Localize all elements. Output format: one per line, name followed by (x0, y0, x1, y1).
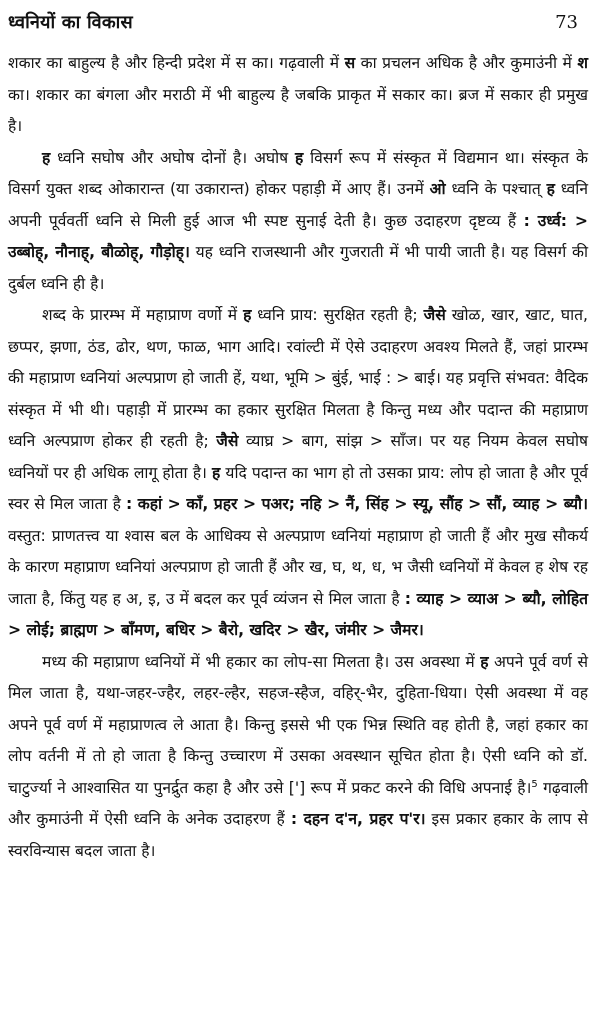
text-run: ध्वनि सघोष और अघोष दोनों है। अघोष (50, 148, 296, 167)
body-text (8, 48, 588, 867)
text-run: ह (546, 180, 555, 198)
text-run: खोळ, खार, खाट, घात, छप्पर, झणा, ठंड, ढोर, थण, फाळ, भाग आदि। रवांल्टी में ऐसे उदाहरण अवश्य मिलते हैं, जहां प्रारम्भ की महाप्राण ध्वनियां अल्पप्राण हो जाती हें, यथा, भूमि > बुंई, भाई : > बाई। यह प्रवृत्ति संभवत: वैदिक संस्कृत में भी थी। पहाड़ी में प्रारम्भ का हकार सुरक्षित मिलता है किन्तु मध्य और पदान्त की महाप्राण ध्वनि अल्पप्राण होकर ही रहती है; (8, 306, 588, 450)
text-run: ध्वनि अपनी पूर्ववर्ती ध्वनि से मिली हुई आज भी स्पष्ट सुनाई देती है। कुछ उदाहरण दृष्टव्य हैं (8, 180, 588, 230)
text-run: ह (243, 306, 252, 324)
paragraph (8, 48, 588, 143)
text-run: : उर्ध्व: > उब्बोह्, नौनाह्, बौळोह्, गौड़ोह्। (8, 211, 588, 261)
text-run: श (577, 54, 588, 72)
text-run: इस प्रकार हकार के लाप से स्वरविन्यास बदल जाता है। (8, 810, 588, 860)
text-run: : व्याह > व्याअ > ब्यौ, लोहित > लोई; ब्राह्मण > बाँमण, बधिर > बैरो, खदिर > खैर, जंमीर > जैमर। (8, 589, 588, 639)
text-run: यदि पदान्त का भाग हो तो उसका प्राय: लोप हो जाता है और पूर्व स्वर से मिल जाता है (8, 463, 588, 513)
text-run: वस्तुत: प्राणतत्त्व या श्वास बल के आधिक्य से अल्पप्राण ध्वनियां महाप्राण हो जाती हैं और मुख सौकर्य के कारण महाप्राण ध्वनियां अल्पप्राण हो जाती हैं और ख, घ, थ, ध, भ जैसी ध्वनियों में केवल ह शेष रह जाता है, किंतु यह ह अ, इ, उ में बदल कर पूर्व व्यंजन से मिल जाता है (8, 526, 588, 608)
text-run: व्याघ्र > बाग, सांझ > साँज। पर यह नियम केवल सघोष ध्वनियों पर ही अधिक लागू होता है। (8, 432, 588, 482)
paragraph (8, 143, 588, 301)
text-run: : दहन द'न, प्रहर प'र। (290, 810, 426, 828)
text-run: शब्द के प्रारम्भ में महाप्राण वर्णो में (42, 306, 244, 324)
text-run: मध्य की महाप्राण ध्वनियों में भी हकार का लोप-सा मिलता है। उस अवस्था में (42, 652, 481, 671)
text-run: का प्रचलन अधिक है और कुमाउंनी में (355, 54, 578, 72)
text-run: यह ध्वनि राजस्थानी और गुजराती में भी पायी जाती है। यह विसर्ग की दुर्बल ध्वनि ही है। (8, 243, 588, 293)
text-run: ह (480, 652, 489, 671)
text-run: ह (295, 148, 304, 167)
text-run: ध्वनि के पश्चात् (445, 180, 547, 198)
text-run: ओ (429, 180, 446, 198)
text-run: विसर्ग रूप में संस्कृत में विद्यमान था। संस्कृत के विसर्ग युक्त शब्द ओकारान्त (या उकारान्त) होकर पहाड़ी में आए हैं। उनमें (8, 148, 588, 198)
text-run: शकार का बाहुल्य है और हिन्दी प्रदेश में स का। गढ़वाली में (8, 54, 345, 72)
paragraph (8, 300, 588, 647)
text-run: ह (212, 463, 221, 482)
text-run: : कहां > काँ, प्रहर > पअर; नहि > नैं, सिंह > स्यू, सौंह > सौं, व्याह > ब्यौ। (125, 495, 588, 513)
text-run: ह (42, 148, 51, 167)
chapter-title: ध्वनियों का विकास (8, 12, 133, 33)
text-run: का। शकार का बंगला और मराठी में भी बाहुल्य है जबकि प्राकृत में सकार का। ब्रज में सकार ही प्रमुख है। (8, 85, 588, 135)
text-run: ध्वनि प्राय: सुरक्षित रहती है; (251, 306, 424, 324)
footnote-marker: 5 (531, 778, 538, 790)
text-run: अपने पूर्व वर्ण से मिल जाता है, यथा-जहर-ज्हैर, लहर-ल्हैर, सहज-स्हैज, वहिर्-भैर, दुहिता-धिया। ऐसी अवस्था में वह अपने पूर्व वर्ण में महाप्राणत्व ले आता है। किन्तु इससे भी एक भिन्न स्थिति वह होती है, जहां हकार का लोप वर्तनी में तो हो जाता है किन्तु उच्चारण में उसका अवस्थान सूचित होता है। ऐसी ध्वनि को डॉ. चाटुर्ज्या ने आश्वासित या पुनर्द्रुत कहा है और उसे ['] रूप में प्रकट करने की विधि अपनाई है। (8, 652, 588, 797)
text-run: गढ़वाली और कुमाउंनी में ऐसी ध्वनि के अनेक उदाहरण हैं (8, 778, 588, 828)
running-header (8, 10, 588, 42)
text-run: स (344, 54, 356, 72)
text-run: जैसे (216, 432, 239, 450)
paragraph (8, 647, 588, 868)
text-run: जैसे (423, 306, 446, 324)
page-number: 73 (555, 12, 578, 33)
